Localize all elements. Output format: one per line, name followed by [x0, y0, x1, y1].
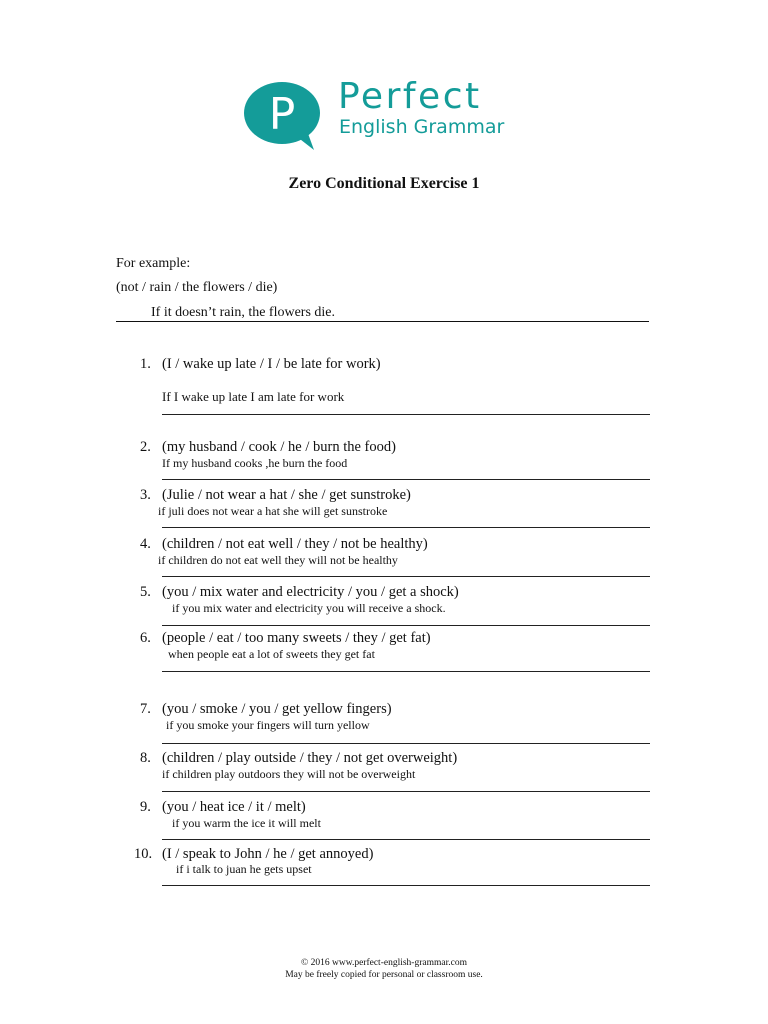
item-number: 4. — [140, 536, 151, 552]
answer-line — [162, 479, 650, 480]
item-number: 9. — [140, 799, 151, 815]
answer-line — [162, 527, 650, 528]
item-prompt: (you / mix water and electricity / you / get a shock) — [162, 584, 459, 600]
example-answer-line — [116, 306, 649, 322]
item-answer[interactable]: when people eat a lot of sweets they get fat — [168, 647, 375, 661]
item-answer[interactable]: if you warm the ice it will melt — [172, 816, 321, 830]
answer-line — [162, 625, 650, 626]
logo-word-perfect: Perfect — [338, 76, 482, 117]
item-prompt: (I / wake up late / I / be late for work) — [162, 356, 381, 372]
example-prompt: (not / rain / the flowers / die) — [116, 280, 278, 295]
answer-line — [162, 414, 650, 415]
item-prompt: (you / heat ice / it / melt) — [162, 799, 306, 815]
answer-line — [162, 743, 650, 744]
item-number: 3. — [140, 487, 151, 503]
item-prompt: (my husband / cook / he / burn the food) — [162, 439, 396, 455]
footer-copyright: © 2016 www.perfect-english-grammar.com — [301, 958, 467, 968]
item-number: 6. — [140, 630, 151, 646]
footer-license: May be freely copied for personal or classroom use. — [285, 970, 483, 980]
item-prompt: (you / smoke / you / get yellow fingers) — [162, 701, 392, 717]
item-number: 2. — [140, 439, 151, 455]
item-answer[interactable]: if you mix water and electricity you will receive a shock. — [172, 601, 446, 615]
logo — [244, 76, 534, 150]
item-number: 10. — [134, 846, 153, 862]
item-answer[interactable]: if i talk to juan he gets upset — [176, 862, 312, 876]
item-prompt: (people / eat / too many sweets / they / get fat) — [162, 630, 431, 646]
page-title: Zero Conditional Exercise 1 — [288, 175, 480, 192]
answer-line — [162, 885, 650, 886]
speech-bubble-p-icon — [244, 80, 334, 150]
item-answer[interactable]: If my husband cooks ,he burn the food — [162, 456, 348, 470]
item-answer[interactable]: if juli does not wear a hat she will get sunstroke — [158, 504, 388, 518]
item-number: 5. — [140, 584, 151, 600]
item-answer[interactable]: If I wake up late I am late for work — [162, 389, 345, 404]
answer-line — [162, 839, 650, 840]
item-number: 7. — [140, 701, 151, 717]
answer-line — [162, 791, 650, 792]
example-label: For example: — [116, 256, 191, 271]
logo-letter: P — [268, 89, 296, 140]
item-prompt: (Julie / not wear a hat / she / get sunstroke) — [162, 487, 411, 503]
item-prompt: (children / play outside / they / not get overweight) — [162, 750, 458, 766]
logo-word-english-grammar: English Grammar — [339, 116, 505, 138]
answer-line — [162, 576, 650, 577]
item-prompt: (children / not eat well / they / not be healthy) — [162, 536, 428, 552]
item-prompt: (I / speak to John / he / get annoyed) — [162, 846, 374, 862]
footer — [0, 957, 768, 981]
item-number: 1. — [140, 356, 151, 372]
example-answer: If it doesn’t rain, the flowers die. — [151, 305, 336, 320]
item-answer[interactable]: if children play outdoors they will not be overweight — [162, 767, 416, 781]
answer-line — [162, 671, 650, 672]
item-answer[interactable]: if you smoke your fingers will turn yellow — [166, 718, 370, 732]
item-number: 8. — [140, 750, 151, 766]
item-answer[interactable]: if children do not eat well they will not be healthy — [158, 553, 398, 567]
